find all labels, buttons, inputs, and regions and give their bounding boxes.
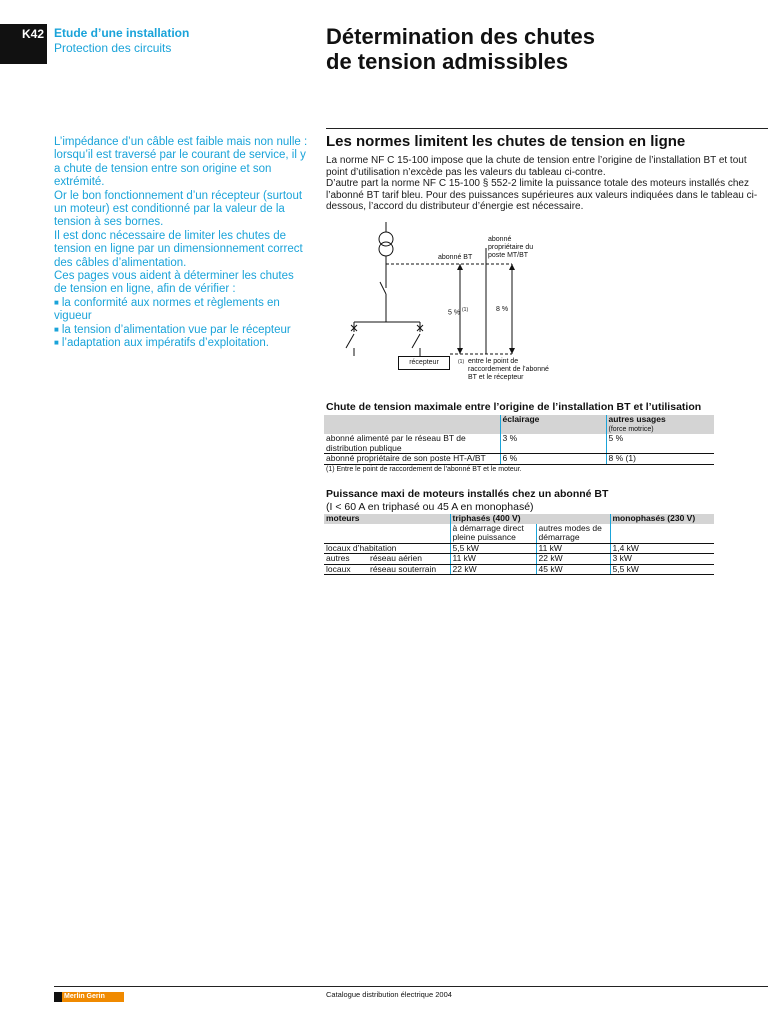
table-subheader-row bbox=[324, 524, 714, 544]
table-cell: 1,4 kW bbox=[610, 543, 714, 554]
table-header-cell: monophasés (230 V) bbox=[610, 514, 714, 524]
table-header-cell: triphasés (400 V) bbox=[450, 514, 610, 524]
label-proprietaire: abonné propriétaire du poste MT/BT bbox=[488, 236, 534, 259]
table-cell: réseau souterrain bbox=[368, 564, 450, 575]
voltage-drop-table bbox=[324, 415, 714, 465]
table-cell: 3 % bbox=[500, 434, 606, 454]
table-row bbox=[324, 554, 714, 565]
motor-power-table bbox=[324, 514, 714, 575]
brand-logo bbox=[54, 992, 124, 1002]
brand-name: Merlin Gerin bbox=[62, 992, 124, 1002]
table-cell: abonné propriétaire de son poste HT-A/BT bbox=[324, 454, 500, 465]
diagram-footnote-mark bbox=[458, 358, 464, 369]
norms-heading: Les normes limitent les chutes de tension en ligne bbox=[326, 133, 686, 150]
brand-mark-icon bbox=[54, 992, 62, 1002]
table2-subtitle: (I < 60 A en triphasé ou 45 A en monophasé) bbox=[326, 501, 534, 513]
intro-text bbox=[54, 136, 308, 351]
table-subheader-cell: autres modes de démarrage bbox=[536, 524, 610, 544]
table-row bbox=[324, 543, 714, 554]
label-abonne-bt: abonné BT bbox=[438, 254, 473, 261]
table-header-cell bbox=[324, 415, 500, 434]
table-subheader-cell: à démarrage direct pleine puissance bbox=[450, 524, 536, 544]
table-cell: abonné alimenté par le réseau BT de distribution publique bbox=[324, 434, 500, 454]
label-5-percent bbox=[448, 306, 468, 317]
intro-paragraph: L’impédance d’un câble est faible mais non nulle : lorsqu’il est traversé par le courant de service, il y a chute de tension entre son origine et son extrémité. bbox=[54, 136, 308, 189]
section-title: Etude d’une installation bbox=[54, 26, 190, 40]
page-title bbox=[326, 24, 746, 74]
table-cell: 11 kW bbox=[450, 554, 536, 565]
table-cell: 22 kW bbox=[450, 564, 536, 575]
norms-body bbox=[326, 155, 766, 213]
page-number-tag bbox=[0, 24, 47, 64]
table-cell: locaux bbox=[324, 564, 368, 575]
norms-paragraph: La norme NF C 15-100 impose que la chute de tension entre l’origine de l’installation BT et tout point d’utilisation n’excède pas les valeurs du tableau ci-contre. bbox=[326, 155, 747, 178]
label-5-percent-note: (1) bbox=[462, 307, 469, 313]
table-cell bbox=[324, 524, 450, 544]
intro-bullet: ■ la tension d’alimentation vue par le récepteur bbox=[54, 324, 308, 337]
table2-title: Puissance maxi de moteurs installés chez un abonné BT bbox=[326, 488, 609, 500]
table-header-row bbox=[324, 415, 714, 434]
intro-paragraph: Or le bon fonctionnement d’un récepteur (surtout un moteur) est conditionné par la valeur de la tension à ses bornes. bbox=[54, 189, 303, 229]
table-cell: 22 kW bbox=[536, 554, 610, 565]
table-header-cell: éclairage bbox=[500, 415, 606, 434]
table-cell: 45 kW bbox=[536, 564, 610, 575]
table-row bbox=[324, 454, 714, 465]
label-8-percent: 8 % bbox=[496, 306, 509, 313]
section-subtitle: Protection des circuits bbox=[54, 41, 172, 55]
recepteur-box: récepteur bbox=[398, 356, 450, 370]
table-row bbox=[324, 434, 714, 454]
table-cell: 5 % bbox=[606, 434, 714, 454]
intro-paragraph: Il est donc nécessaire de limiter les chutes de tension en ligne par un dimensionnement correct des câbles d’alimentation. bbox=[54, 229, 303, 269]
page-title-line-1: Détermination des chutes bbox=[326, 24, 595, 49]
bottom-divider bbox=[54, 986, 768, 987]
footnote-mark: (1) bbox=[458, 359, 465, 365]
top-divider bbox=[326, 128, 768, 129]
table1-title: Chute de tension maximale entre l’origine de l’installation BT et l’utilisation bbox=[326, 401, 702, 413]
label-5-percent-value: 5 % bbox=[448, 309, 461, 317]
intro-bullet: ■ la conformité aux normes et règlements en vigueur bbox=[54, 297, 308, 324]
page-title-line-2: de tension admissibles bbox=[326, 49, 569, 74]
catalogue-label: Catalogue distribution électrique 2004 bbox=[326, 990, 452, 999]
table-cell: réseau aérien bbox=[368, 554, 450, 565]
intro-bullet: ■ l’adaptation aux impératifs d’exploitation. bbox=[54, 337, 308, 350]
table-cell: 5,5 kW bbox=[450, 543, 536, 554]
diagram-footnote: entre le point de raccordement de l’abonné BT et le récepteur bbox=[468, 358, 549, 381]
table-cell bbox=[610, 524, 714, 544]
page-number: K42 bbox=[22, 27, 45, 41]
table-row bbox=[324, 564, 714, 575]
table-cell: 5,5 kW bbox=[610, 564, 714, 575]
voltage-drop-diagram bbox=[326, 222, 766, 390]
table-header-cell: moteurs bbox=[324, 514, 450, 524]
table1-note: (1) Entre le point de raccordement de l’abonné BT et le moteur. bbox=[326, 466, 522, 473]
table-header-sublabel: (force motrice) bbox=[608, 425, 654, 433]
table-header-label: autres usages bbox=[608, 414, 666, 424]
intro-paragraph: Ces pages vous aident à déterminer les chutes de tension en ligne, afin de vérifier : bbox=[54, 270, 294, 296]
table-cell: 3 kW bbox=[610, 554, 714, 565]
norms-paragraph: D’autre part la norme NF C 15-100 § 552-2 limite la puissance totale des moteurs installés chez l’abonné BT tarif bleu. Pour des puissances supérieures aux valeurs indiquées dans le tableau ci-dessous, l’accord du distributeur d’énergie est nécessaire. bbox=[326, 178, 758, 213]
table-cell: autres bbox=[324, 554, 368, 565]
table-cell: 6 % bbox=[500, 454, 606, 465]
table-header-cell bbox=[606, 415, 714, 434]
table-cell: 8 % (1) bbox=[606, 454, 714, 465]
table-cell: 11 kW bbox=[536, 543, 610, 554]
table-cell: locaux d’habitation bbox=[324, 543, 450, 554]
